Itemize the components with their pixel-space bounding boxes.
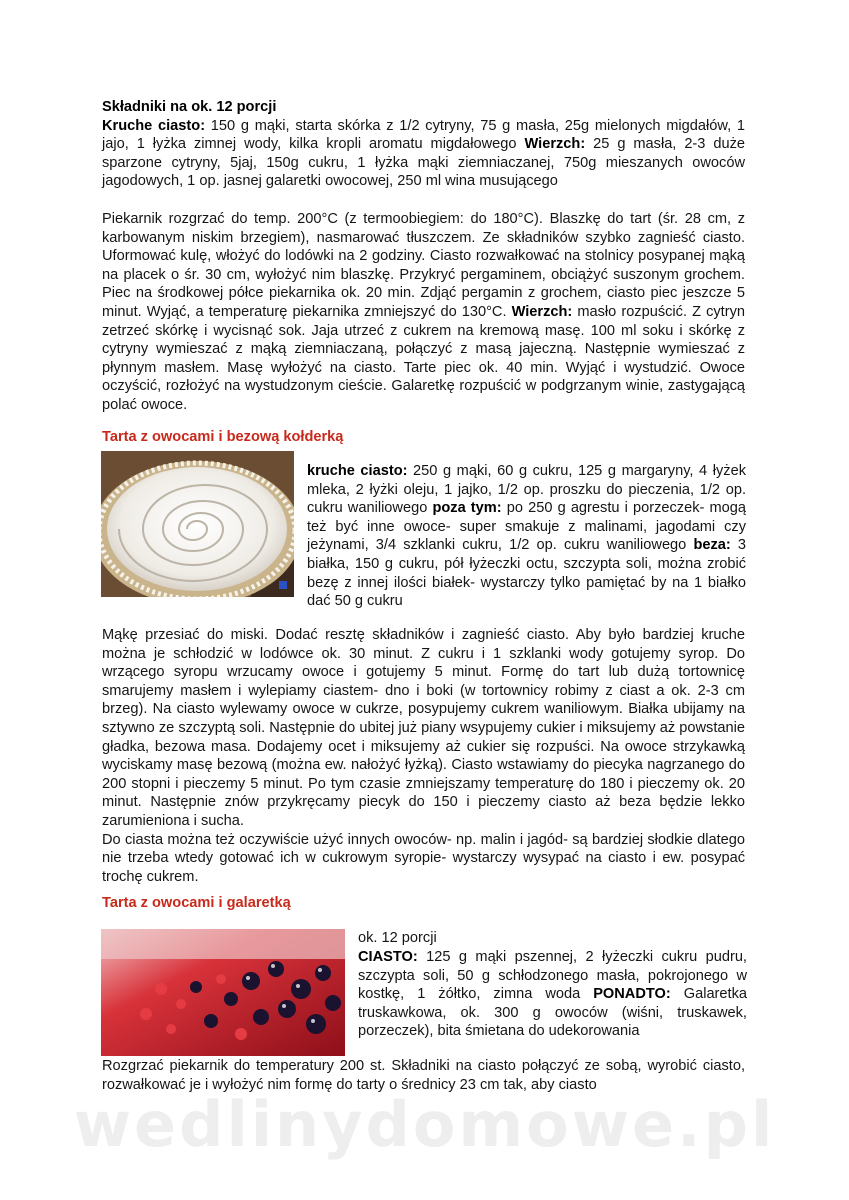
ingredients-paragraph-2 — [307, 462, 746, 611]
recipe-heading-jelly: Tarta z owocami i galaretką — [102, 895, 291, 911]
topping-label: Wierzch: — [524, 136, 586, 153]
shortcrust-ingredients: 150 g mąki, starta skórka z 1/2 cytryny, 75 g masła, 25g mielonych migdałów, 1 jajo, 1 łyżka zimnej wody, kilka kropli aromatu migdałowego — [102, 117, 745, 153]
dough-ingredients-3: 125 g mąki pszennej, 2 łyżeczki cukru pudru, szczypta soli, 50 g schłodzonego masła, pokrojonego w kostkę, 1 żółtko, zimna woda — [358, 949, 747, 1003]
method-text-1: Piekarnik rozgrzać do temp. 200°C (z termoobiegiem: do 180°C). Blaszkę do tart (śr. 28 cm, z karbowanym niskim brzegiem), nasmarować tłuszczem. Ze składników szybko zagnieść ciasto. Uformować kulę, włożyć do lodówki na 2 godziny. Ciasto rozwałkować na stolnicy posypanej mąką na placek o śr. 30 cm, wyłożyć nim blaszkę. Przykryć pergaminem, obciążyć suszonym grochem. Piec na środkowej półce piekarnika ok. 20 min. Zdjąć pergamin z grochem, ciasto piec jeszcze 5 minut. Wyjąć, a temperaturę piekarnika zmniejszyć do 130°C. — [102, 211, 745, 320]
recipe-heading-meringue: Tarta z owocami i bezową kołderką — [102, 429, 344, 445]
additionally-ingredients-3: Galaretka truskawkowa, ok. 300 g owoców (wiśni, truskawek, porzeczek), bita śmietana do udekorowania — [358, 986, 748, 1040]
method-topping-label: Wierzch: — [511, 303, 573, 320]
servings-line-3 — [358, 929, 747, 948]
meringue-ingredients: 3 białka, 150 g cukru, pół łyżeczki octu, szczypta soli, można zrobić bezę z innej ilości białek- wystarczy tylko pamiętać by na 1 białko dać 50 g cukru — [307, 537, 747, 610]
jelly-tart-photo — [101, 929, 345, 1056]
additionally-ingredients: po 250 g agrestu i porzeczek- mogą też być inne owoce- super smakuje z malinami, jagodami czy jeżynami, 3/4 szklanki cukru, 1/2 op. cukru waniliowego — [307, 500, 746, 554]
ingredients-paragraph-1 — [102, 98, 745, 191]
additionally-label-3: PONADTO: — [593, 986, 671, 1003]
method-text-meringue: Mąkę przesiać do miski. Dodać resztę składników i zagnieść ciasto. Aby było bardziej kruche można je schłodzić w lodówce ok. 30 minut. Z cukru i 1 szklanki wody gotujemy syrop. Do wrzącego syropu wrzucamy owoce i gotujemy 5 minut. Formę do tart lub dużą tortownicę smarujemy masłem i wylepiamy ciastem- dno i boki (w tortownicy robimy z ciast a ok. 2-3 cm brzeg). Na ciasto wylewamy owoce w cukrze, posypujemy cukrem waniliowym. Białka ubijamy na sztywno ze szczyptą soli. Następnie do ubitej już piany wsypujemy cukier i miksujemy aż powstanie gładka, bezowa masa. Dodajemy ocet i miksujemy aż cukier się rozpuści. Na owoce strzykawką wyciskamy masę bezową (można ew. nałożyć łyżką). Ciasto wstawiamy do piecyka nagrzanego do 200 stopni i pieczemy 5 minut. Po tym czasie zmniejszamy temperaturę do 180 i pieczemy ok. 20 minut. Następnie znów przykręcamy piecyk do 150 i pieczemy ciasto aż beza będzie lekko zarumieniona i sucha. — [102, 627, 745, 829]
method-text-jelly: Rozgrzać piekarnik do temperatury 200 st. Składniki na ciasto połączyć ze sobą, wyrobić ciasto, rozwałkować je i wyłożyć nim formę do tarty o średnicy 23 cm tak, aby ciasto — [102, 1058, 745, 1093]
shortcrust-label-2: kruche ciasto: — [307, 463, 408, 479]
shortcrust-label: Kruche ciasto: — [102, 117, 206, 134]
shortcrust-ingredients-2: 250 g mąki, 60 g cukru, 125 g margaryny, 4 łyżek mleka, 2 łyżki oleju, 1 jajko, 1/2 op. proszku do pieczenia, 1/2 op. cukru waniliowego — [307, 463, 747, 517]
method-paragraph-1 — [102, 210, 745, 415]
servings-text-3: ok. 12 porcji — [358, 930, 437, 946]
servings-title: Składniki na ok. 12 porcji — [102, 99, 277, 115]
method-note-meringue: Do ciasta można też oczywiście użyć innych owoców- np. malin i jagód- są bardziej słodkie dlatego nie trzeba wtedy gotować ich w cukrowym syropie- wystarczy wysypać na ciasto i ew. posypać trochę cukrem. — [102, 831, 745, 885]
site-watermark: wedlinydomowe.pl — [73, 1088, 776, 1161]
method-paragraph-2 — [102, 626, 745, 886]
method-text-2: masło rozpuścić. Z cytryn zetrzeć skórkę i wycisnąć sok. Jaja utrzeć z cukrem na kremową masę. 100 ml soku i skórkę z cytryny wymieszać z mąką ziemniaczaną, połączyć z masą jajeczną. Następnie wymieszać z płynnym masłem. Masę wyłożyć na ciasto. Tarte piec ok. 40 min. Wyjąć i wystudzić. Owoce oczyścić, rozłożyć na wystudzonym cieście. Galaretkę rozpuścić w podgrzanym winie, zastygającą polać owoce. — [102, 303, 745, 413]
meringue-tart-photo — [101, 451, 294, 597]
additionally-label: poza tym: — [432, 500, 502, 517]
topping-ingredients: 25 g masła, 2-3 duże sparzone cytryny, 5jaj, 150g cukru, 1 łyżka mąki ziemniaczanej, 750g mieszanych owoców jagodowych, 1 op. jasnej galaretki owocowej, 250 ml wina musującego — [102, 136, 746, 190]
ingredients-paragraph-3 — [358, 948, 747, 1041]
meringue-label: beza: — [693, 537, 731, 554]
dough-label-3: CIASTO: — [358, 949, 418, 965]
